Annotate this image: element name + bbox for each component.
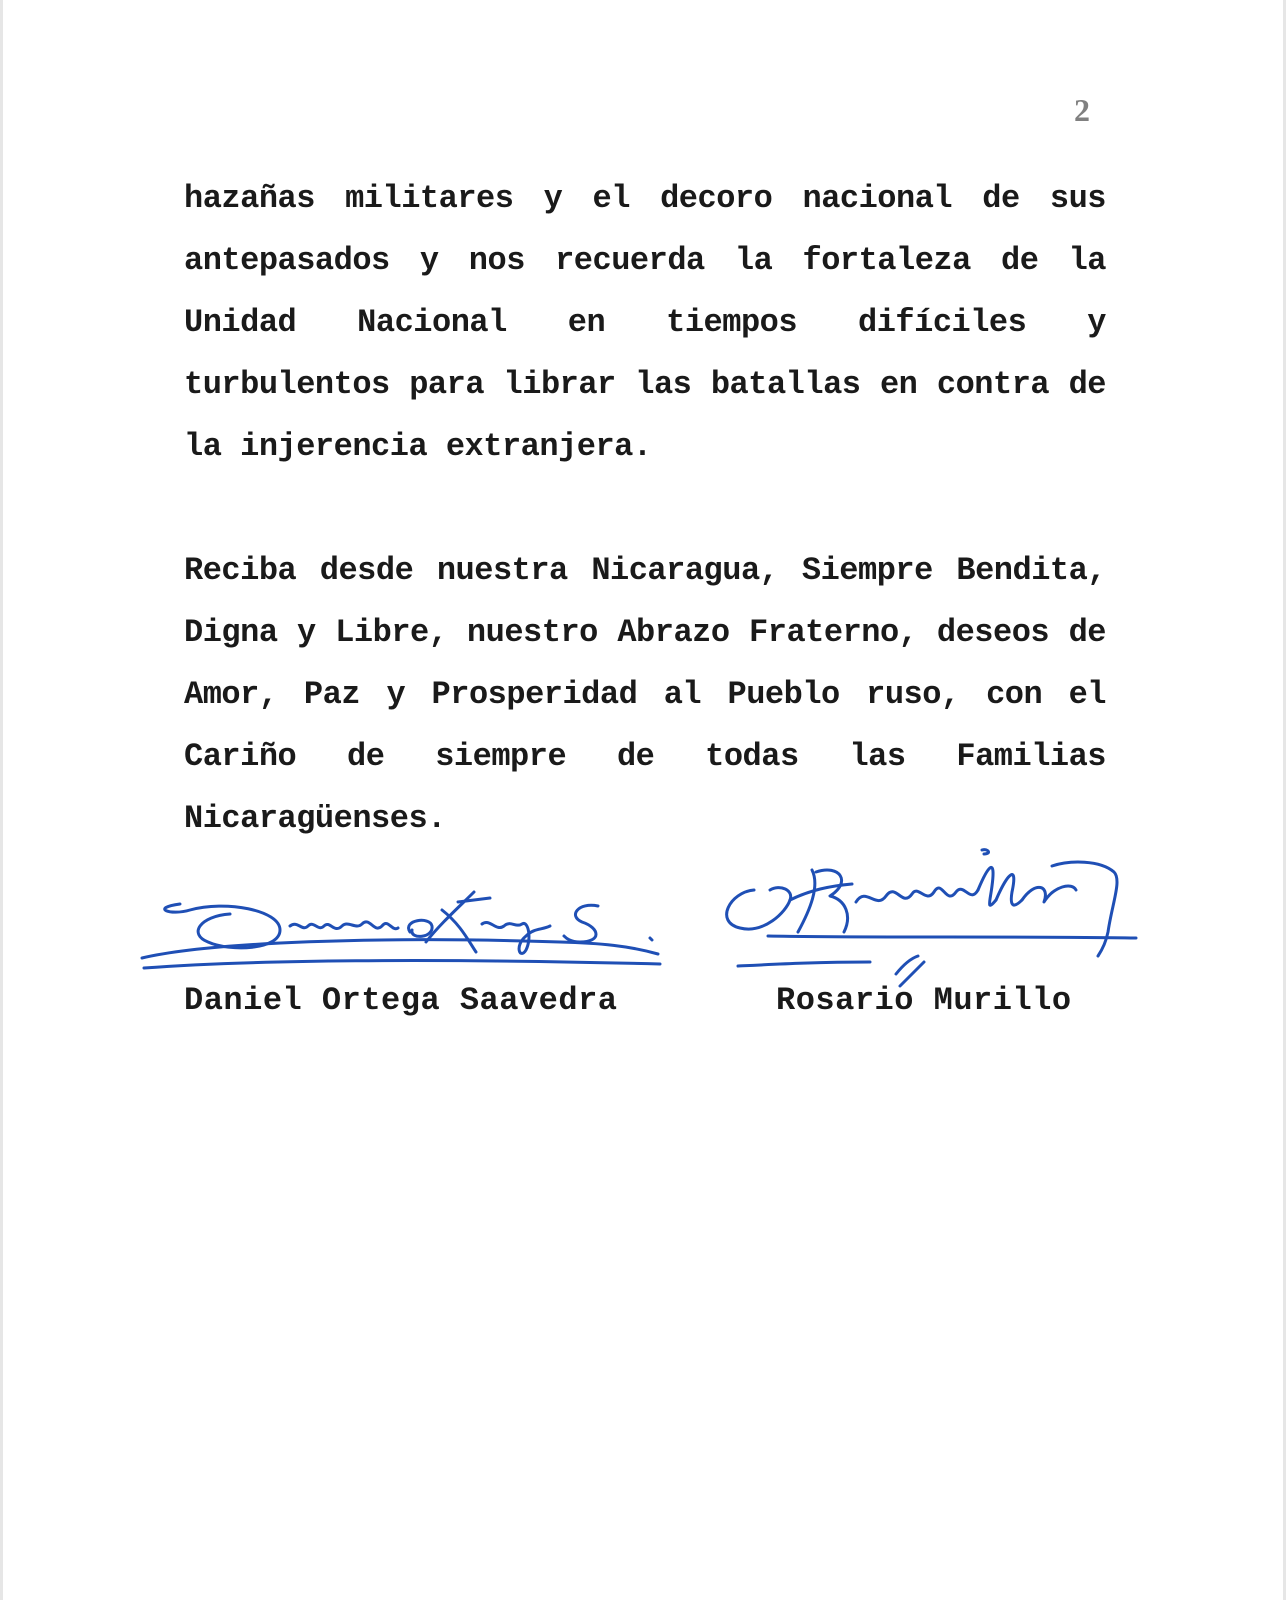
signature-daniel-ortega <box>130 880 690 980</box>
signature-rosario-murillo <box>720 846 1150 996</box>
page-edge-left <box>0 0 3 1600</box>
signer-name-1: Daniel Ortega Saavedra <box>184 982 618 1019</box>
body-paragraph-1: hazañas militares y el decoro nacional de sus antepasados y nos recuerda la fortaleza de la Unidad Nacional en tiempos difíciles y turbulentos para librar las batallas en contra de la injerencia extranjera. <box>184 180 1106 465</box>
page-number: 2 <box>1074 92 1090 128</box>
body-paragraph-2: Reciba desde nuestra Nicaragua, Siempre Bendita, Digna y Libre, nuestro Abrazo Fraterno, deseos de Amor, Paz y Prosperidad al Pueblo ruso, con el Cariño de siempre de todas las Familias Nicaragüenses. <box>184 552 1106 837</box>
signer-name-2: Rosario Murillo <box>776 982 1072 1019</box>
